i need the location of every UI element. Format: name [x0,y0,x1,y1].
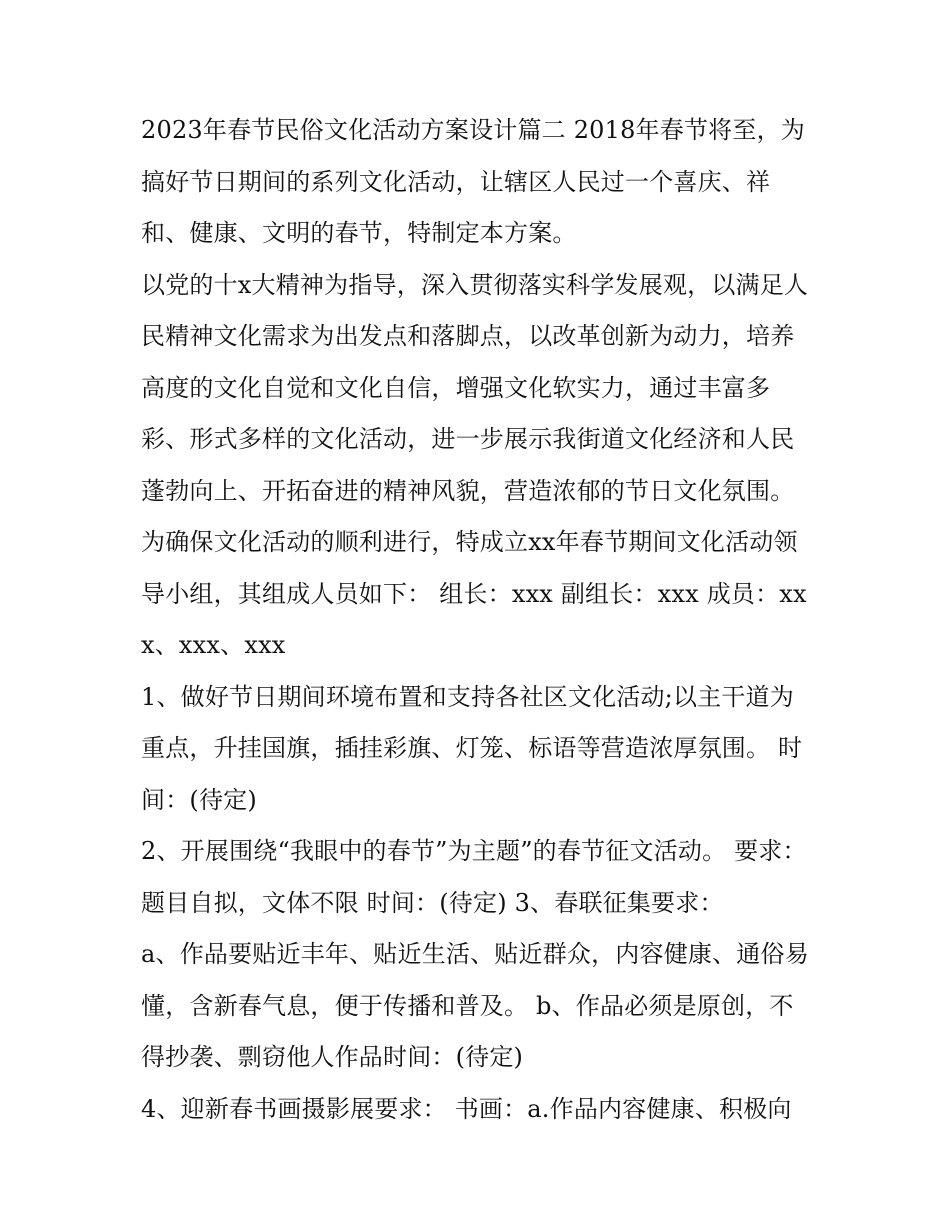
paragraph-intro: 2023年春节民俗文化活动方案设计篇二 2018年春节将至，为搞好节日期间的系列文化活动，让辖区人民过一个喜庆、祥和、健康、文明的春节，特制定本方案。 [141,116,805,247]
paragraph-leadership-group: 为确保文化活动的顺利进行，特成立xx年春节期间文化活动领导小组，其组成人员如下： 组长：xxx 副组长：xxx 成员：xxx、xxx、xxx [141,528,807,659]
document-body [141,105,813,1135]
paragraph-guiding-principle: 以党的十x大精神为指导，深入贯彻落实科学发展观，以满足人民精神文化需求为出发点和落脚点，以改革创新为动力，培养高度的文化自觉和文化自信，增强文化软实力，通过丰富多彩、形式多样的文化活动，进一步展示我街道文化经济和人民蓬勃向上、开拓奋进的精神风貌，营造浓郁的节日文化氛围。 [141,270,809,505]
paragraph-item-1: 1、做好节日期间环境布置和支持各社区文化活动;以主干道为重点，升挂国旗，插挂彩旗、灯笼、标语等营造浓厚氛围。 时间：(待定) [141,682,803,814]
paragraph-item-3-requirements: a、作品要贴近丰年、贴近生活、贴近群众，内容健康、通俗易懂，含新春气息，便于传播和普及。 b、作品必须是原创，不得抄袭、剽窃他人作品时间：(待定) [141,940,809,1071]
paragraph-item-4: 4、迎新春书画摄影展要求： 书画：a.作品内容健康、积极向 [141,1094,792,1123]
paragraph-item-2: 2、开展围绕“我眼中的春节”为主题”的春节征文活动。 要求：题目自拟，文体不限 时间：(待定) 3、春联征集要求： [141,837,807,917]
